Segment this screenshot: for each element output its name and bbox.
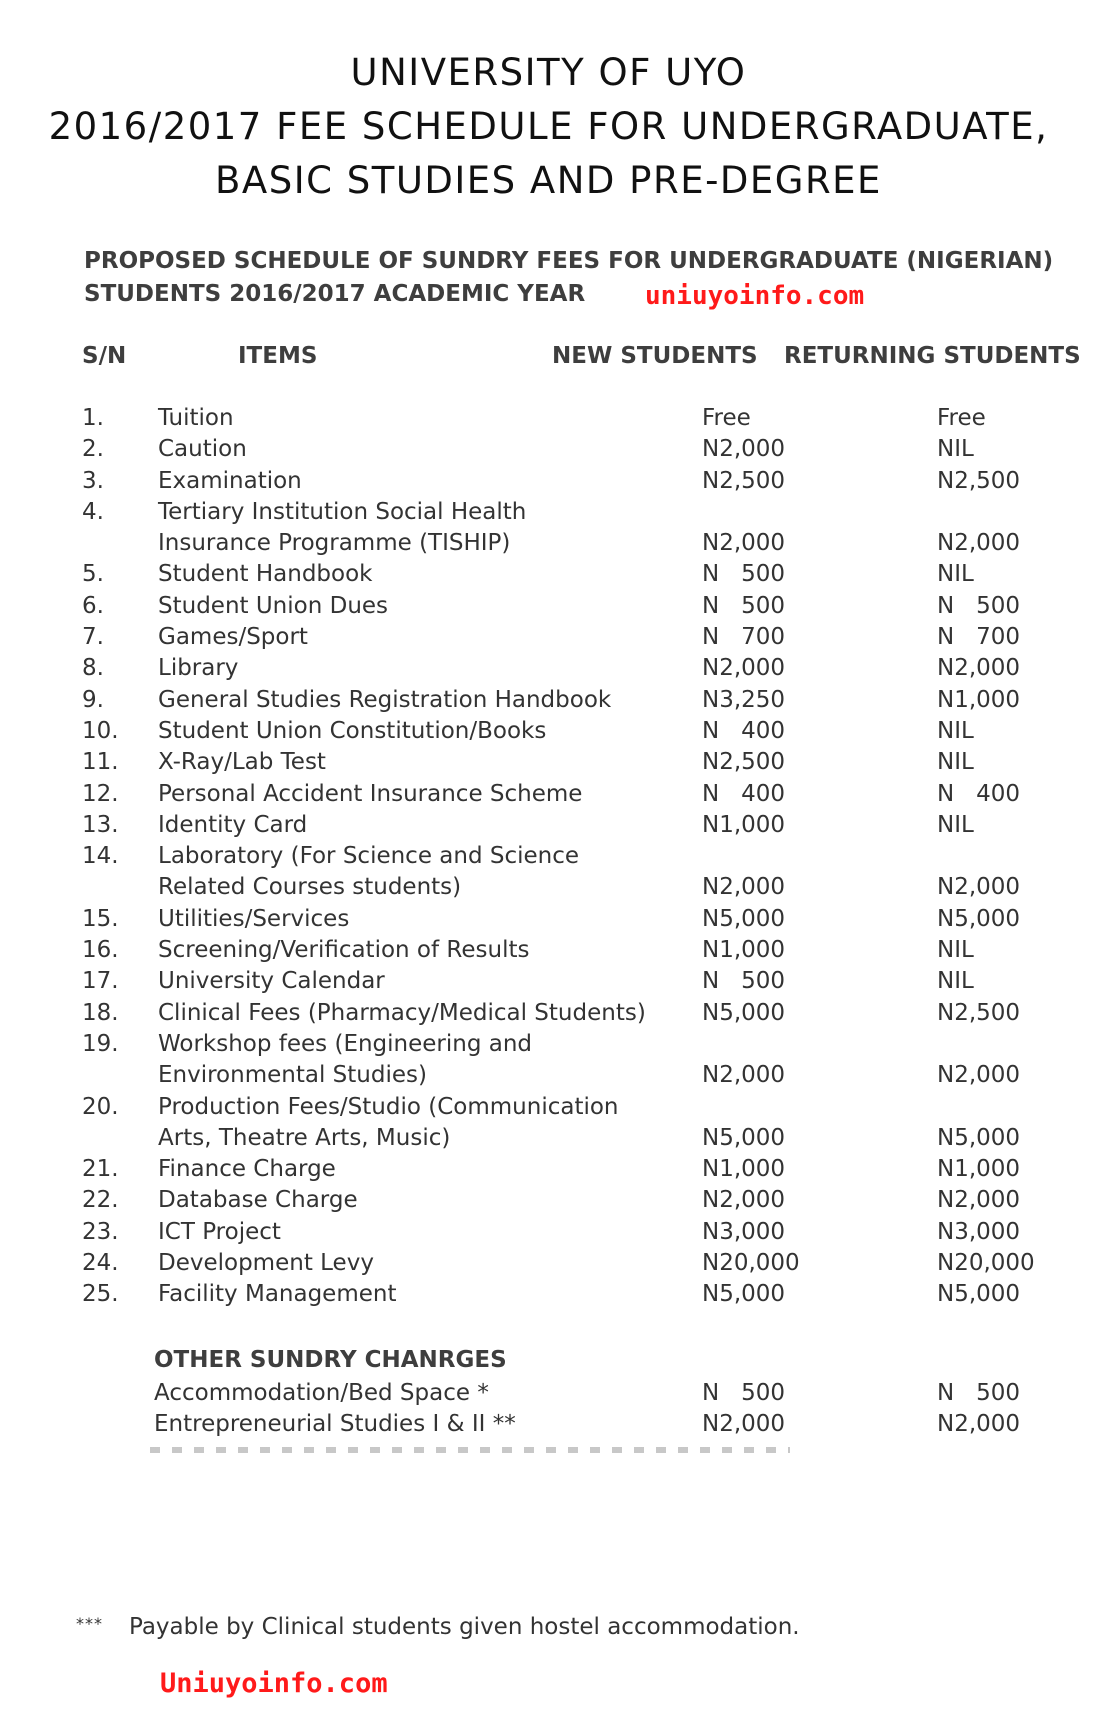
fee-row-item xyxy=(158,685,611,716)
fee-new-students: N2,000 xyxy=(702,1187,786,1214)
fee-row xyxy=(0,1248,1097,1279)
fee-row xyxy=(0,434,1097,465)
fee-returning-students: NIL xyxy=(937,436,974,463)
fee-returning-students: N 400 xyxy=(937,780,1021,807)
fee-returning-students: NIL xyxy=(937,717,974,744)
fee-row-number: 10. xyxy=(82,717,119,744)
fee-row-item xyxy=(158,653,238,684)
fee-new-students: N 700 xyxy=(702,624,786,651)
fee-row-item-line: Student Union Dues xyxy=(158,592,389,619)
fee-returning-students: NIL xyxy=(937,937,974,964)
fee-row-number: 20. xyxy=(82,1093,119,1120)
fee-row xyxy=(0,1279,1097,1310)
fee-row xyxy=(0,559,1097,590)
fee-row xyxy=(0,622,1097,653)
fee-row-item-line: Screening/Verification of Results xyxy=(158,937,530,964)
fee-returning-students: NIL xyxy=(937,811,974,838)
fee-row xyxy=(0,1217,1097,1248)
fee-returning-students: N2,000 xyxy=(937,874,1021,901)
fee-row-item-line: Insurance Programme (TISHIP) xyxy=(158,530,511,557)
fee-row-number: 22. xyxy=(82,1187,119,1214)
fee-row-item xyxy=(158,559,372,590)
fee-new-students: N 500 xyxy=(702,968,786,995)
fee-row-number: 8. xyxy=(82,655,104,682)
fee-row-item-line: University Calendar xyxy=(158,968,385,995)
fee-returning-students: N2,000 xyxy=(937,655,1021,682)
fee-new-students: N2,000 xyxy=(702,1061,786,1088)
column-header-returning-students: RETURNING STUDENTS xyxy=(784,343,1081,369)
fee-returning-students: N2,000 xyxy=(937,1411,1021,1438)
fee-row xyxy=(0,716,1097,747)
fee-row-item-line: Examination xyxy=(158,467,302,494)
fee-new-students: N1,000 xyxy=(702,811,786,838)
fee-row-item-line: Personal Accident Insurance Scheme xyxy=(158,780,583,807)
other-charges-heading: OTHER SUNDRY CHANRGES xyxy=(154,1347,507,1373)
fee-row xyxy=(0,1092,1097,1155)
fee-new-students: N1,000 xyxy=(702,937,786,964)
fee-new-students: N5,000 xyxy=(702,999,786,1026)
fee-new-students: N2,000 xyxy=(702,1411,786,1438)
fee-row xyxy=(0,1185,1097,1216)
fee-row-item xyxy=(158,1248,374,1279)
footnote xyxy=(76,1614,800,1640)
fee-row-item xyxy=(158,998,646,1029)
fee-row-item-line: Utilities/Services xyxy=(158,905,350,932)
title-line-2: 2016/2017 FEE SCHEDULE FOR UNDERGRADUATE, xyxy=(48,105,1049,148)
fee-new-students: N2,500 xyxy=(702,749,786,776)
fee-row-number: 6. xyxy=(82,592,104,619)
column-header-items: ITEMS xyxy=(238,343,318,369)
schedule-heading-line-1: PROPOSED SCHEDULE OF SUNDRY FEES FOR UNDERGRADUATE (NIGERIAN) xyxy=(84,248,1054,274)
fee-row-number: 23. xyxy=(82,1218,119,1245)
fee-row-number: 1. xyxy=(82,405,104,431)
fee-new-students: N 400 xyxy=(702,780,786,807)
fee-new-students: N3,250 xyxy=(702,686,786,713)
fee-row-number: 21. xyxy=(82,1156,119,1183)
fee-returning-students: N20,000 xyxy=(937,1250,1035,1277)
document-title xyxy=(0,46,1097,208)
fee-row xyxy=(0,1409,1097,1440)
fee-row xyxy=(0,747,1097,778)
fee-row-item xyxy=(158,1029,532,1092)
fee-row-item-line: Entrepreneurial Studies I & II ** xyxy=(154,1411,516,1438)
fee-row xyxy=(0,1378,1097,1409)
fee-row xyxy=(0,466,1097,497)
fee-row-item-line: Identity Card xyxy=(158,811,308,838)
fee-row-item-line: Database Charge xyxy=(158,1187,358,1214)
fee-row xyxy=(0,810,1097,841)
watermark-bottom: Uniuyoinfo.com xyxy=(160,1668,388,1699)
fee-row-item xyxy=(158,966,385,997)
fee-row-item-line: Caution xyxy=(158,436,247,463)
fee-row-item-line: Related Courses students) xyxy=(158,874,462,901)
fee-row-number: 9. xyxy=(82,686,104,713)
fee-row-item xyxy=(158,1154,336,1185)
fee-table xyxy=(0,403,1097,1311)
fee-row-item-line: ICT Project xyxy=(158,1218,281,1245)
fee-row-item-line: Tuition xyxy=(158,405,234,431)
fee-row-item xyxy=(158,403,234,434)
fee-row xyxy=(0,685,1097,716)
fee-row-item xyxy=(158,716,546,747)
title-line-3: BASIC STUDIES AND PRE-DEGREE xyxy=(215,159,882,202)
fee-row-item xyxy=(158,747,326,778)
schedule-heading xyxy=(84,245,1053,311)
fee-returning-students: N 500 xyxy=(937,592,1021,619)
cut-off-text-line xyxy=(150,1447,790,1453)
fee-returning-students: NIL xyxy=(937,749,974,776)
fee-row-number: 2. xyxy=(82,436,104,463)
fee-row-number: 25. xyxy=(82,1281,119,1308)
fee-returning-students: N1,000 xyxy=(937,1156,1021,1183)
fee-row-number: 12. xyxy=(82,780,119,807)
fee-row-item-line: Production Fees/Studio (Communication xyxy=(158,1093,619,1120)
fee-row xyxy=(0,935,1097,966)
fee-new-students: N20,000 xyxy=(702,1250,800,1277)
fee-row-item xyxy=(158,1279,396,1310)
footnote-text: Payable by Clinical students given hostel accommodation. xyxy=(129,1614,800,1640)
fee-row-number: 3. xyxy=(82,467,104,494)
fee-new-students: N5,000 xyxy=(702,905,786,932)
fee-row-item-line: Workshop fees (Engineering and xyxy=(158,1030,533,1057)
fee-row xyxy=(0,653,1097,684)
fee-row-number: 24. xyxy=(82,1250,119,1277)
fee-row-item-line: Student Handbook xyxy=(158,561,373,588)
fee-new-students: N 500 xyxy=(702,592,786,619)
fee-row-item-line: Tertiary Institution Social Health xyxy=(158,498,527,525)
fee-row-number: 14. xyxy=(82,843,119,870)
fee-new-students: N5,000 xyxy=(702,1124,786,1151)
fee-row-item-line: General Studies Registration Handbook xyxy=(158,686,612,713)
fee-row-item xyxy=(158,1185,358,1216)
fee-new-students: N 500 xyxy=(702,1380,786,1406)
fee-new-students: N2,000 xyxy=(702,874,786,901)
fee-row xyxy=(0,591,1097,622)
fee-returning-students: N5,000 xyxy=(937,1281,1021,1308)
fee-new-students: N5,000 xyxy=(702,1281,786,1308)
fee-row-item-line: Environmental Studies) xyxy=(158,1062,427,1089)
fee-row xyxy=(0,841,1097,904)
schedule-heading-line-2: STUDENTS 2016/2017 ACADEMIC YEAR xyxy=(84,281,586,307)
fee-row-item-line: Arts, Theatre Arts, Music) xyxy=(158,1124,451,1151)
fee-new-students: N2,500 xyxy=(702,467,786,494)
fee-row-item-line: Finance Charge xyxy=(158,1156,336,1183)
fee-row-item xyxy=(158,497,526,560)
fee-row-number: 16. xyxy=(82,937,119,964)
fee-row-item xyxy=(158,841,579,904)
fee-row-number: 11. xyxy=(82,749,119,776)
fee-row xyxy=(0,1154,1097,1185)
fee-row-item-line: Games/Sport xyxy=(158,624,308,651)
fee-returning-students: N2,500 xyxy=(937,467,1021,494)
fee-row-item-line: Library xyxy=(158,655,239,682)
fee-row-number: 7. xyxy=(82,624,104,651)
fee-new-students: N 400 xyxy=(702,717,786,744)
fee-returning-students: Free xyxy=(937,405,986,431)
fee-returning-students: N2,000 xyxy=(937,529,1021,556)
fee-row-number: 4. xyxy=(82,498,104,525)
column-header-sn: S/N xyxy=(82,343,127,369)
fee-row xyxy=(0,497,1097,560)
fee-row-number: 5. xyxy=(82,561,104,588)
fee-row-item xyxy=(158,779,582,810)
other-charges-table xyxy=(0,1378,1097,1441)
fee-row-number: 18. xyxy=(82,999,119,1026)
title-line-1: UNIVERSITY OF UYO xyxy=(350,51,747,94)
column-header-new-students: NEW STUDENTS xyxy=(552,343,758,369)
fee-row-item-line: Laboratory (For Science and Science xyxy=(158,843,580,870)
fee-new-students: N 500 xyxy=(702,561,786,588)
watermark-top: uniuyoinfo.com xyxy=(645,281,865,311)
fee-row xyxy=(0,779,1097,810)
fee-row-item xyxy=(158,1092,619,1155)
fee-row-number: 17. xyxy=(82,968,119,995)
fee-new-students: N1,000 xyxy=(702,1156,786,1183)
fee-row-item xyxy=(158,591,388,622)
fee-returning-students: N5,000 xyxy=(937,905,1021,932)
fee-returning-students: NIL xyxy=(937,561,974,588)
fee-row-item xyxy=(158,434,247,465)
fee-row xyxy=(0,403,1097,434)
fee-new-students: N3,000 xyxy=(702,1218,786,1245)
fee-row xyxy=(0,904,1097,935)
fee-row-item-line: Clinical Fees (Pharmacy/Medical Students) xyxy=(158,999,646,1026)
fee-row-item xyxy=(158,810,307,841)
fee-new-students: N2,000 xyxy=(702,436,786,463)
fee-returning-students: N 500 xyxy=(937,1380,1021,1406)
fee-row-item-line: Accommodation/Bed Space * xyxy=(154,1380,489,1406)
fee-row xyxy=(0,998,1097,1029)
fee-row-item xyxy=(158,935,529,966)
fee-returning-students: N2,000 xyxy=(937,1061,1021,1088)
fee-row-item xyxy=(158,622,308,653)
fee-returning-students: N1,000 xyxy=(937,686,1021,713)
fee-row-item-line: Development Levy xyxy=(158,1250,374,1277)
fee-row xyxy=(0,1029,1097,1092)
fee-returning-students: N5,000 xyxy=(937,1124,1021,1151)
fee-new-students: N2,000 xyxy=(702,529,786,556)
fee-row-item xyxy=(158,904,349,935)
fee-returning-students: N3,000 xyxy=(937,1218,1021,1245)
fee-row-item xyxy=(158,1217,281,1248)
fee-row-item-line: X-Ray/Lab Test xyxy=(158,749,326,776)
fee-row-number: 13. xyxy=(82,811,119,838)
fee-row-item-line: Student Union Constitution/Books xyxy=(158,717,547,744)
fee-new-students: N2,000 xyxy=(702,655,786,682)
fee-returning-students: N2,000 xyxy=(937,1187,1021,1214)
fee-row xyxy=(0,966,1097,997)
fee-row-item xyxy=(154,1378,489,1409)
fee-row-item xyxy=(154,1409,516,1440)
fee-returning-students: NIL xyxy=(937,968,974,995)
fee-row-number: 19. xyxy=(82,1030,119,1057)
fee-new-students: Free xyxy=(702,405,751,431)
fee-returning-students: N2,500 xyxy=(937,999,1021,1026)
fee-row-number: 15. xyxy=(82,905,119,932)
footnote-mark: *** xyxy=(76,1614,103,1633)
fee-returning-students: N 700 xyxy=(937,624,1021,651)
fee-row-item-line: Facility Management xyxy=(158,1281,397,1308)
fee-row-item xyxy=(158,466,302,497)
